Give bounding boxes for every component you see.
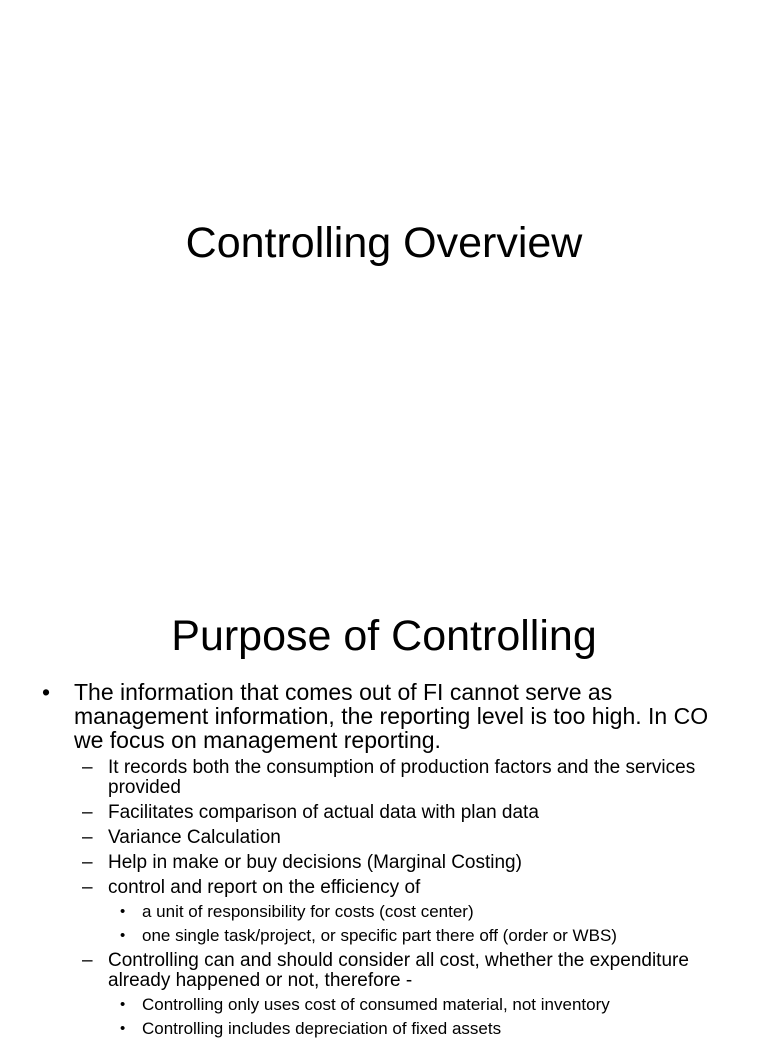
list-item-text: control and report on the efficiency of — [108, 877, 421, 898]
list-item-text: one single task/project, or specific part there off (order or WBS) — [142, 926, 617, 945]
list-item — [0, 758, 768, 798]
list-item-text: Facilitates comparison of actual data with plan data — [108, 802, 539, 823]
dash-marker: – — [82, 877, 93, 898]
bullet-list — [0, 680, 768, 1044]
list-item-text: Variance Calculation — [108, 827, 281, 848]
dash-marker: – — [82, 950, 93, 971]
bullet-marker: • — [120, 1020, 126, 1037]
slide-title: Purpose of Controlling — [171, 612, 597, 660]
dash-marker: – — [82, 802, 93, 823]
list-item — [0, 951, 768, 991]
list-item-text: Controlling includes depreciation of fixed assets — [142, 1019, 502, 1038]
slide-purpose-of-controlling — [0, 576, 768, 1038]
list-item-text: Controlling only uses cost of consumed material, not inventory — [142, 995, 610, 1014]
bullet-marker: • — [120, 903, 126, 920]
list-item-text: Help in make or buy decisions (Marginal Costing) — [108, 852, 522, 873]
dash-marker: – — [82, 852, 93, 873]
dash-marker: – — [82, 827, 93, 848]
list-item — [0, 903, 768, 921]
slide-title: Controlling Overview — [185, 219, 583, 267]
list-item — [0, 1020, 768, 1038]
list-item-text: The information that comes out of FI cannot serve as management information, the reporting level is too high. In CO we focus on management reporting. — [74, 679, 709, 753]
dash-marker: – — [82, 757, 93, 778]
list-item — [0, 927, 768, 945]
list-item — [0, 878, 768, 898]
bullet-marker: • — [120, 996, 126, 1013]
bullet-marker: • — [120, 927, 126, 944]
list-item-text: It records both the consumption of production factors and the services provided — [108, 757, 696, 798]
list-item — [0, 996, 768, 1014]
list-item — [0, 680, 768, 752]
list-item — [0, 853, 768, 873]
list-item — [0, 828, 768, 848]
list-item-text: a unit of responsibility for costs (cost center) — [142, 902, 474, 921]
list-item-text: Controlling can and should consider all cost, whether the expenditure already happened or not, therefore - — [108, 950, 689, 991]
list-item — [0, 803, 768, 823]
bullet-marker: • — [42, 679, 51, 705]
